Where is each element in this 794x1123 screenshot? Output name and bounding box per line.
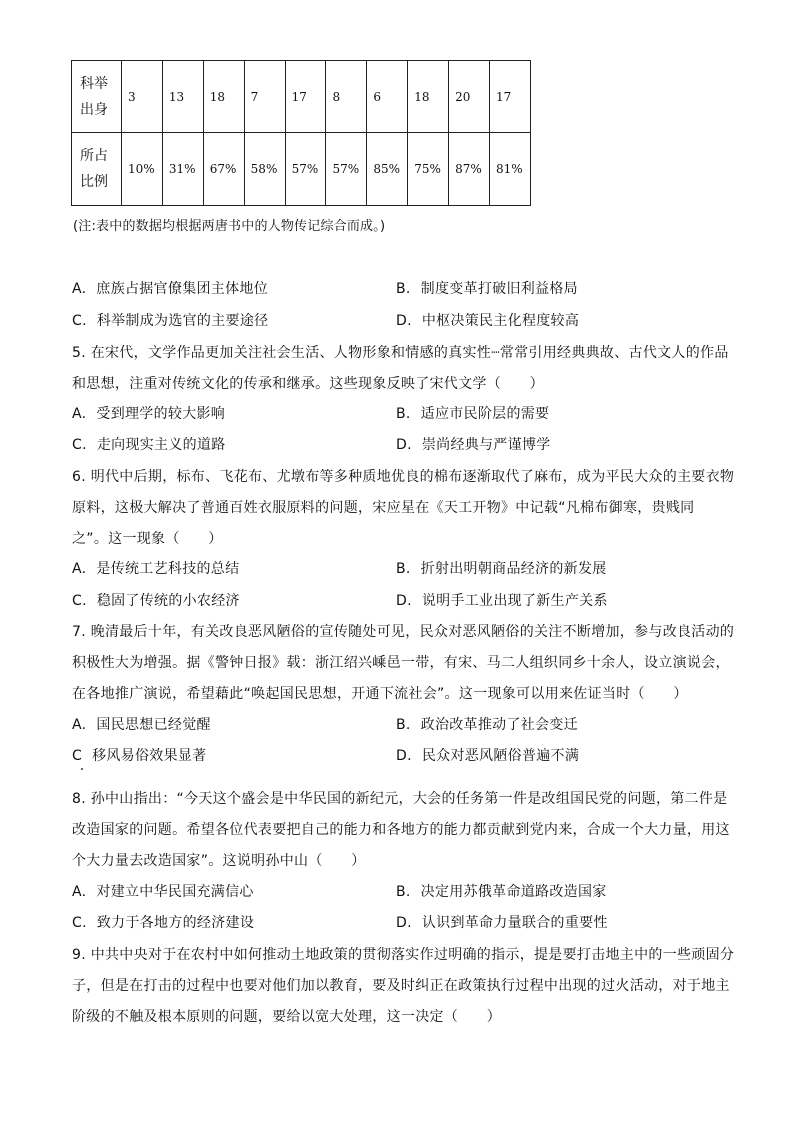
scan-speck xyxy=(81,768,83,770)
table-cell: 57% xyxy=(285,133,326,206)
q7-option-b[interactable] xyxy=(396,714,578,734)
q9-stem-line: 阶级的不触及根本原则的问题，要给以宽大处理，这一决定（ ） xyxy=(72,1009,501,1025)
q8-stem-line: 改造国家的问题。希望各位代表要把自己的能力和各地方的能力都贡献到党内来，合成一个大力量，用这 xyxy=(72,822,730,838)
q5-option-c[interactable] xyxy=(72,434,226,454)
q4-option-d[interactable] xyxy=(396,310,579,330)
table-cell: 18 xyxy=(408,61,449,133)
q7-stem-line: 在各地推广演说，希望藉此“唤起国民思想，开通下流社会”。这一现象可以用来佐证当时（ ） xyxy=(72,686,688,702)
option-text: 庶族占据官僚集团主体地位 xyxy=(96,281,268,297)
table-row xyxy=(72,61,531,133)
option-text: 稳固了传统的小农经济 xyxy=(96,593,240,609)
option-text: 是传统工艺科技的总结 xyxy=(96,561,240,577)
option-text: 对建立中华民国充满信心 xyxy=(96,884,254,900)
table-cell: 10% xyxy=(122,133,163,206)
option-key: C. xyxy=(72,313,87,329)
option-key: B. xyxy=(396,884,411,900)
option-key: D. xyxy=(396,915,412,931)
q5-stem-line: 和思想，注重对传统文化的传承和继承。这些现象反映了宋代文学（ ） xyxy=(72,376,544,392)
q8-option-b[interactable] xyxy=(396,881,607,901)
table-cell: 31% xyxy=(162,133,203,206)
option-text: 移风易俗效果显著 xyxy=(92,748,207,764)
option-key: C xyxy=(72,748,83,764)
option-text: 受到理学的较大影响 xyxy=(96,406,226,422)
option-text: 说明手工业出现了新生产关系 xyxy=(421,593,608,609)
table-cell: 18 xyxy=(203,61,244,133)
option-key: C. xyxy=(72,437,87,453)
option-key: B. xyxy=(396,406,411,422)
row-header-line: 科举 xyxy=(80,75,108,92)
option-text: 中枢决策民主化程度较高 xyxy=(421,313,580,329)
q9-stem-line: 子，但是在打击的过程中也要对他们加以教育，要及时纠正在政策执行过程中出现的过火活动，对于地主 xyxy=(72,978,730,994)
data-table xyxy=(71,60,531,206)
q8-option-d[interactable] xyxy=(396,912,608,932)
row-header-line: 比例 xyxy=(80,174,108,190)
q5-option-b[interactable] xyxy=(396,403,549,423)
table-cell: 67% xyxy=(203,133,244,206)
option-key: D. xyxy=(396,748,412,764)
table-cell: 17 xyxy=(285,61,326,133)
table-cell: 7 xyxy=(244,61,285,133)
option-key: A. xyxy=(72,406,87,422)
table-cell: 75% xyxy=(408,133,449,206)
q6-stem-line: 原料，这极大解决了普通百姓衣服原料的问题，宋应星在《天工开物》中记载“凡棉布御寒，贵贱同 xyxy=(72,500,695,516)
table-cell: 8 xyxy=(326,61,367,133)
option-text: 适应市民阶层的需要 xyxy=(420,406,550,422)
option-key: A. xyxy=(72,281,87,297)
table-cell: 20 xyxy=(449,61,490,133)
q4-option-a[interactable] xyxy=(72,278,268,298)
option-text: 政治改革推动了社会变迁 xyxy=(420,717,578,733)
table-cell: 87% xyxy=(449,133,490,206)
row-header-line: 出身 xyxy=(80,101,108,118)
q5-stem-line: 5. 在宋代，文学作品更加关注社会生活、人物形象和情感的真实性┈常常引用经典典故、古代文人的作品 xyxy=(72,345,729,361)
option-key: B. xyxy=(396,281,411,297)
q6-option-a[interactable] xyxy=(72,558,239,578)
table-cell: 6 xyxy=(367,61,408,133)
option-key: B. xyxy=(396,561,411,577)
q4-option-c[interactable] xyxy=(72,310,268,330)
q6-option-c[interactable] xyxy=(72,590,240,610)
q6-option-d[interactable] xyxy=(396,590,608,610)
row-header xyxy=(72,133,122,206)
q6-stem-line: 之”。这一现象（ ） xyxy=(72,531,223,547)
q6-stem-line: 6. 明代中后期，标布、飞花布、尤墩布等多种质地优良的棉布逐渐取代了麻布，成为平民大众的主要衣物 xyxy=(72,469,735,485)
option-key: D. xyxy=(396,313,412,329)
table-cell: 85% xyxy=(367,133,408,206)
option-text: 民众对恶风陋俗普遍不满 xyxy=(421,748,580,764)
q5-option-a[interactable] xyxy=(72,403,225,423)
q9-stem-line: 9. 中共中央对于在农村中如何推动土地政策的贯彻落实作过明确的指示，提是要打击地主中的一些顽固分 xyxy=(72,947,735,963)
option-key: D. xyxy=(396,437,412,453)
table-cell: 3 xyxy=(122,61,163,133)
option-key: A. xyxy=(72,561,87,577)
row-header-line: 所占 xyxy=(80,148,108,164)
option-key: A. xyxy=(72,717,87,733)
q7-stem-line: 积极性大为增强。据《警钟日报》载：浙江绍兴嵊邑一带，有宋、马二人组织同乡十余人，设立演说会， xyxy=(72,655,730,671)
q8-option-c[interactable] xyxy=(72,912,254,932)
option-text: 决定用苏俄革命道路改造国家 xyxy=(420,884,607,900)
table-cell: 57% xyxy=(326,133,367,206)
option-text: 崇尚经典与严谨博学 xyxy=(421,437,551,453)
q7-option-a[interactable] xyxy=(72,714,211,734)
table-cell: 58% xyxy=(244,133,285,206)
table-cell: 81% xyxy=(490,133,531,206)
q7-stem-line: 7. 晚清最后十年，有关改良恶风陋俗的宣传随处可见，民众对恶风陋俗的关注不断增加，参与改良活动的 xyxy=(72,624,735,640)
option-key: A. xyxy=(72,884,87,900)
table-note: (注:表中的数据均根据两唐书中的人物传记综合而成。) xyxy=(73,219,386,234)
table-cell: 17 xyxy=(490,61,531,133)
option-text: 制度变革打破旧利益格局 xyxy=(420,281,578,297)
option-text: 致力于各地方的经济建设 xyxy=(96,915,255,931)
q7-option-d[interactable] xyxy=(396,745,579,765)
option-key: C. xyxy=(72,593,87,609)
option-text: 科举制成为选官的主要途径 xyxy=(96,313,269,329)
option-text: 国民思想已经觉醒 xyxy=(96,717,211,733)
option-text: 认识到革命力量联合的重要性 xyxy=(421,915,608,931)
q8-stem-line: 8. 孙中山指出：“今天这个盛会是中华民国的新纪元，大会的任务第一件是改组国民党的问题，第二件是 xyxy=(72,791,728,807)
q8-option-a[interactable] xyxy=(72,881,254,901)
q6-option-b[interactable] xyxy=(396,558,607,578)
option-key: D. xyxy=(396,593,412,609)
q4-option-b[interactable] xyxy=(396,278,578,298)
option-text: 走向现实主义的道路 xyxy=(96,437,226,453)
option-key: B. xyxy=(396,717,411,733)
q5-option-d[interactable] xyxy=(396,434,551,454)
row-header xyxy=(72,61,122,133)
table-cell: 13 xyxy=(162,61,203,133)
table-row xyxy=(72,133,531,206)
option-text: 折射出明朝商品经济的新发展 xyxy=(420,561,607,577)
option-key: C. xyxy=(72,915,87,931)
q8-stem-line: 个大力量去改造国家”。这说明孙中山（ ） xyxy=(72,853,366,869)
q7-option-c[interactable] xyxy=(72,745,206,765)
